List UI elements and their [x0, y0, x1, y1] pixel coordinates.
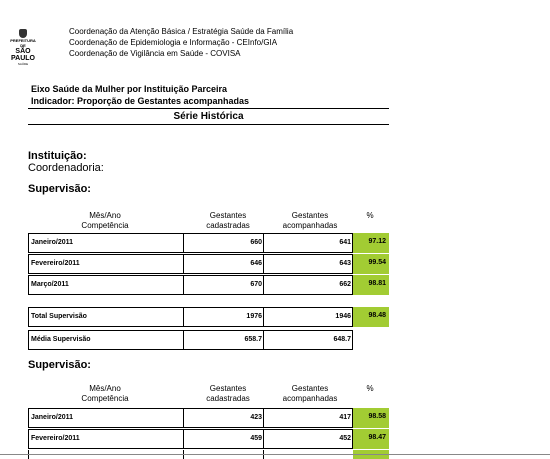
pct-cell: 97.12: [353, 233, 389, 253]
divider-top: [28, 108, 389, 109]
instituicao-label: Instituição:: [28, 150, 87, 162]
col-header-mes: Mês/Ano Competência: [81, 384, 129, 403]
logo-line-3: SAÚDE: [17, 62, 29, 66]
col-header-acompanhadas: Gestantes acompanhadas: [282, 211, 338, 230]
col-header-pct: %: [366, 211, 374, 220]
logo-line-1: PREFEITURA DE: [10, 38, 36, 48]
table-row: Janeiro/2011 423 417: [28, 408, 353, 428]
media-row: Média Supervisão 658.7 648.7: [28, 330, 353, 350]
table-row: Fevereiro/2011 459 452: [28, 429, 353, 449]
table-row: Fevereiro/2011 646 643: [28, 254, 353, 274]
header-line-3: Coordenação de Vigilância em Saúde - COVISA: [69, 49, 241, 58]
pct-cell: 98.48: [353, 307, 389, 327]
divider-bottom: [28, 124, 389, 125]
logo-line-2: SÃO PAULO: [11, 48, 35, 62]
pct-cell: 98.58: [353, 408, 389, 428]
pct-cell: 99.54: [353, 254, 389, 274]
header-line-1: Coordenação da Atenção Básica / Estratégia Saúde da Família: [69, 27, 294, 36]
table-row: Janeiro/2011 660 641: [28, 233, 353, 253]
header-line-2: Coordenação de Epidemiologia e Informação - CEInfo/GIA: [69, 38, 278, 47]
col-header-cadastradas: Gestantes cadastradas: [206, 211, 250, 230]
coordenadoria-label: Coordenadoria:: [28, 162, 104, 174]
indicador-label: Indicador: Proporção de Gestantes acompanhadas: [31, 96, 250, 106]
page-bottom-rule: [0, 454, 550, 455]
col-header-mes: Mês/Ano Competência: [81, 211, 129, 230]
supervisao-label: Supervisão:: [28, 183, 91, 195]
coat-of-arms-icon: [19, 29, 27, 38]
total-row: Total Supervisão 1976 1946: [28, 307, 353, 327]
pct-cell: 98.81: [353, 275, 389, 295]
col-header-pct: %: [366, 384, 374, 393]
eixo-label: Eixo Saúde da Mulher por Instituição Parceira: [31, 84, 228, 94]
col-header-acompanhadas: Gestantes acompanhadas: [282, 384, 338, 403]
supervisao-label: Supervisão:: [28, 359, 91, 371]
prefeitura-logo: [8, 29, 38, 66]
page-title: Série Histórica: [173, 111, 244, 122]
col-header-cadastradas: Gestantes cadastradas: [206, 384, 250, 403]
table-row: Março/2011 670 662: [28, 275, 353, 295]
pct-cell: 98.47: [353, 429, 389, 449]
